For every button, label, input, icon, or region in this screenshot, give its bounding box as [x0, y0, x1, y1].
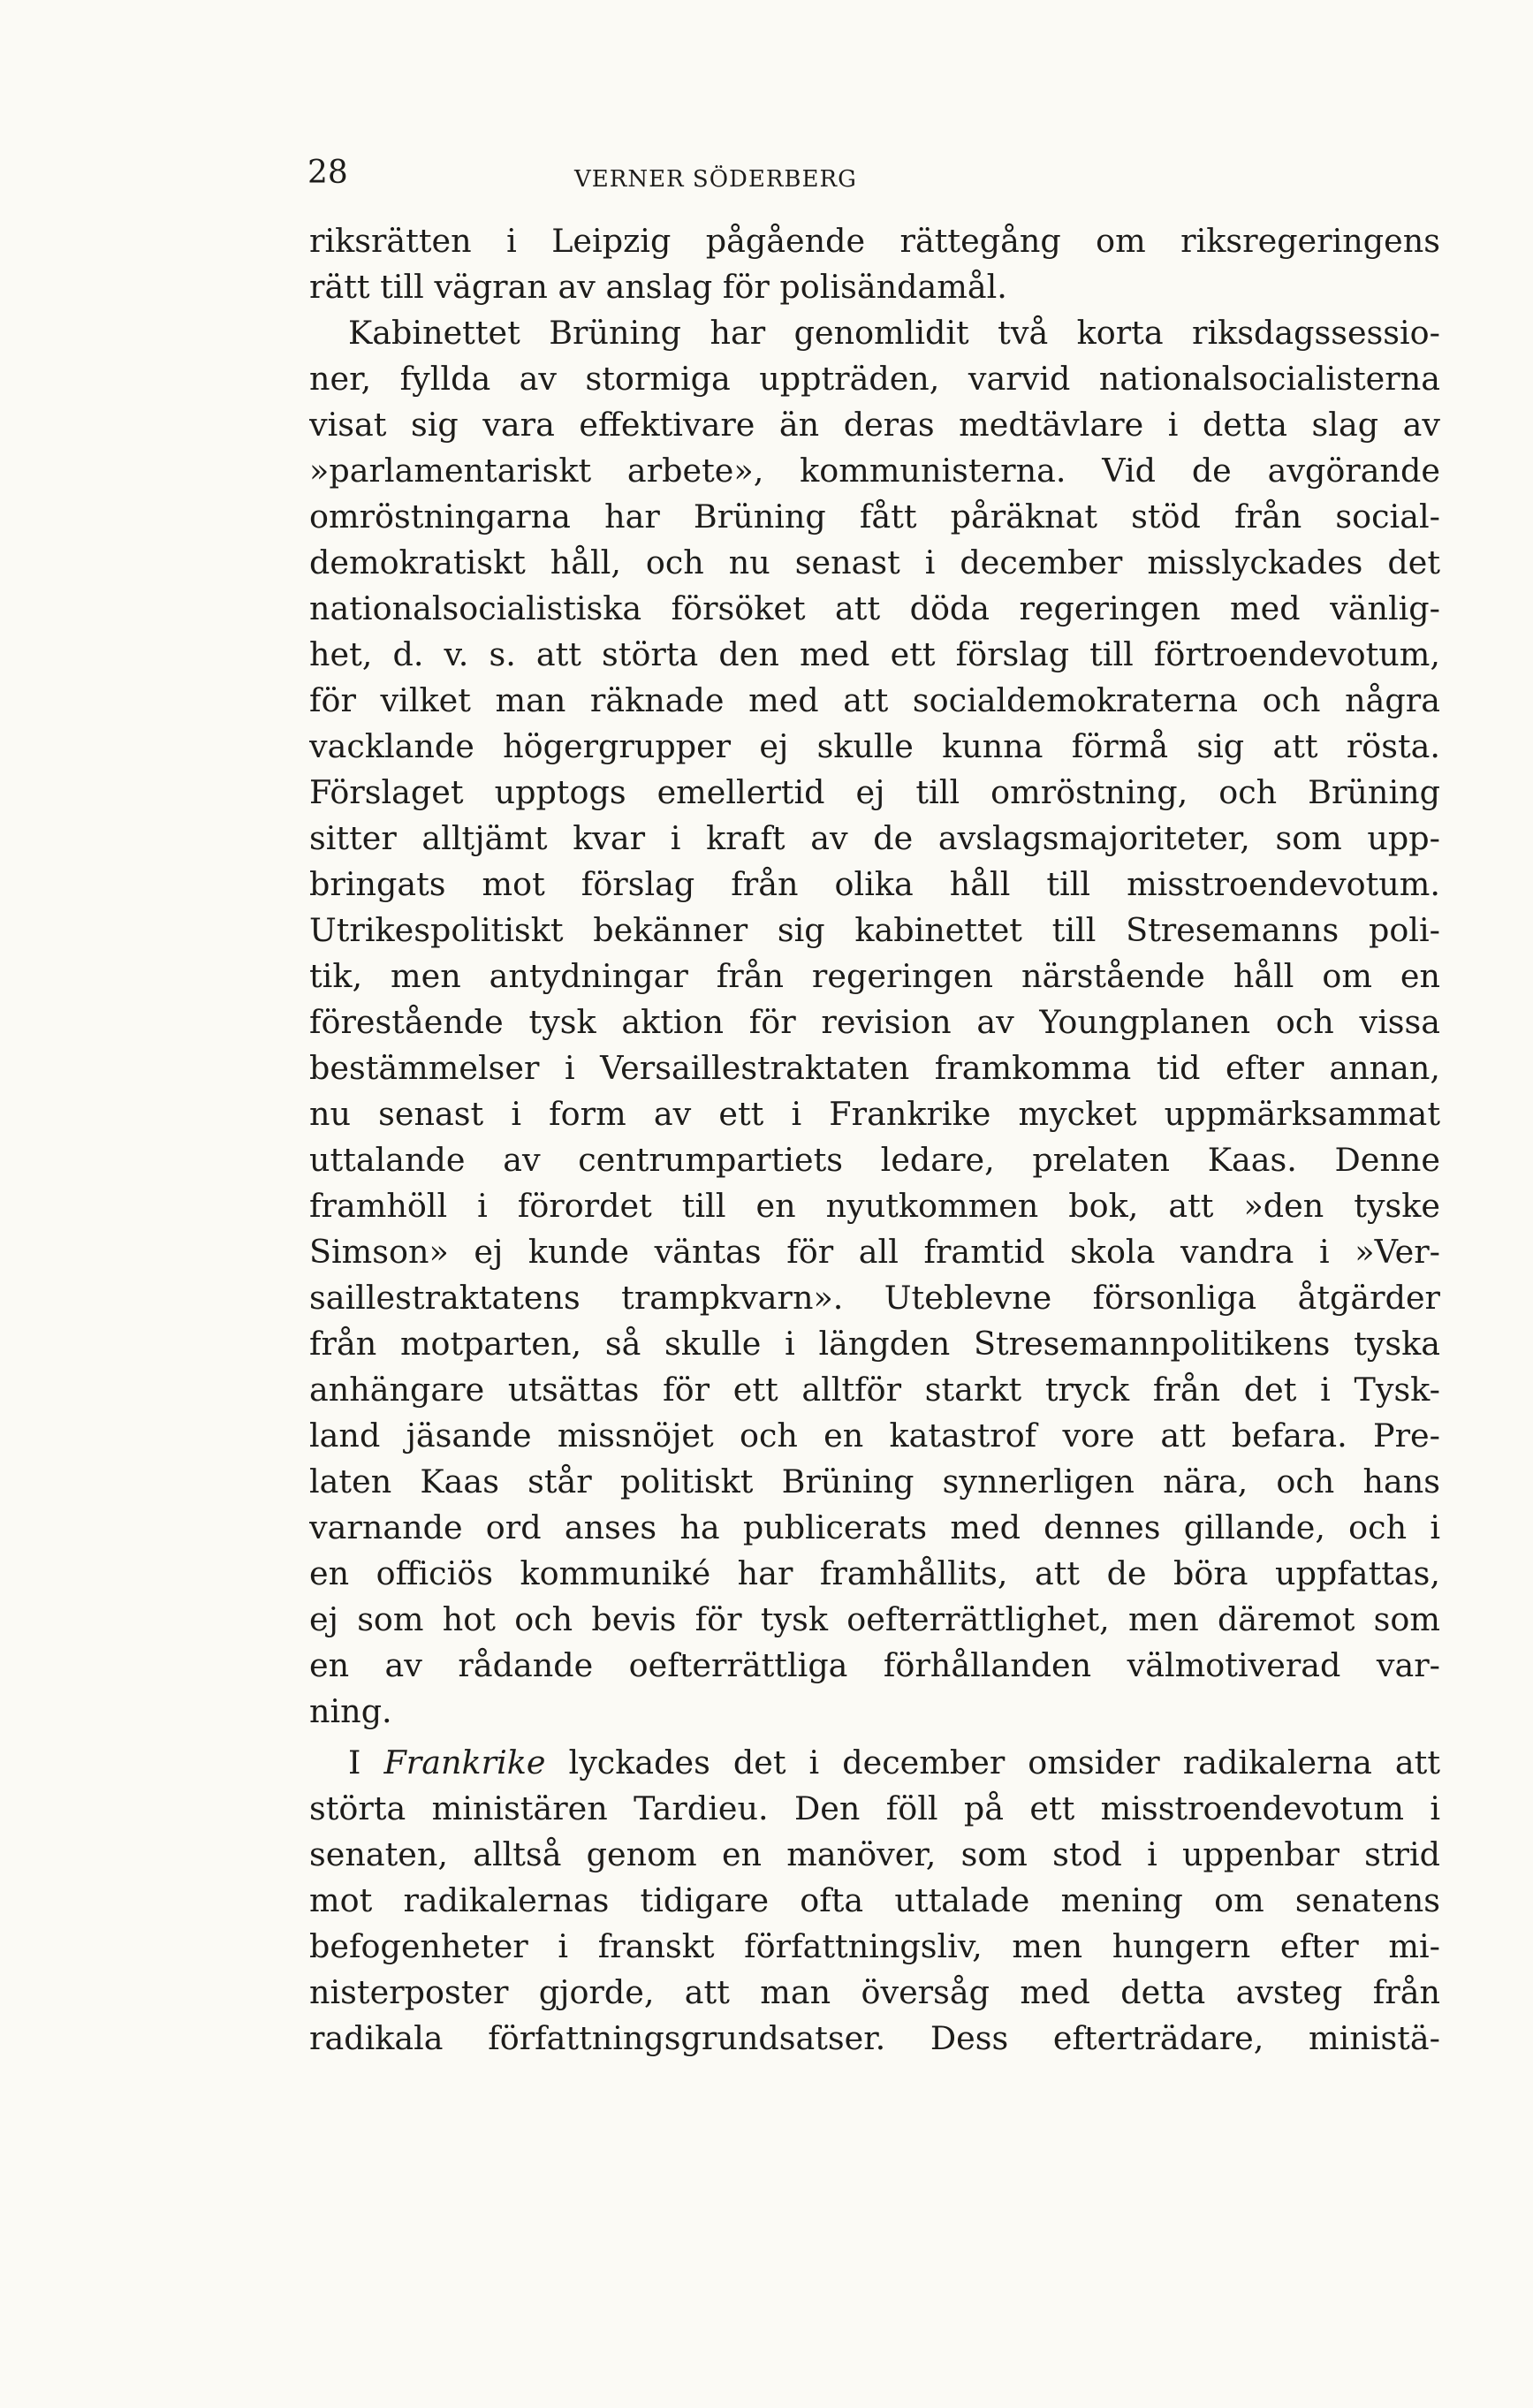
text-line: ner, fyllda av stormiga uppträden, varvid nationalsocialisterna	[309, 360, 1440, 398]
text-line: sitter alltjämt kvar i kraft av de avslagsmajoriteter, som upp-	[309, 819, 1440, 857]
running-head: VERNER SÖDERBERG	[574, 166, 857, 193]
text-line: störta ministären Tardieu. Den föll på ett misstroendevotum i	[309, 1789, 1440, 1827]
text-line: Utrikespolitiskt bekänner sig kabinettet till Stresemanns poli-	[309, 911, 1440, 949]
text-line: Kabinettet Brüning har genomlidit två korta riksdagssessio-	[348, 314, 1440, 352]
text-line: riksrätten i Leipzig pågående rättegång om riksregeringens	[309, 222, 1440, 260]
text-line: för vilket man räknade med att socialdemokraterna och några	[309, 681, 1440, 719]
text-line: anhängare utsättas för ett alltför starkt tryck från det i Tysk-	[309, 1371, 1440, 1409]
text-line: land jäsande missnöjet och en katastrof vore att befara. Pre-	[309, 1417, 1440, 1455]
text-line: framhöll i förordet till en nyutkommen bok, att »den tyske	[309, 1187, 1440, 1225]
text-line: bestämmelser i Versaillestraktaten framkomma tid efter annan,	[309, 1049, 1440, 1087]
paragraph-lead: I	[348, 1743, 361, 1781]
text-line: nationalsocialistiska försöket att döda regeringen med vänlig-	[309, 589, 1440, 627]
text-line: het, d. v. s. att störta den med ett förslag till förtroendevotum,	[309, 635, 1440, 673]
text-line: Förslaget upptogs emellertid ej till omröstning, och Brüning	[309, 773, 1440, 811]
text-line: befogenheter i franskt författningsliv, men hungern efter mi-	[309, 1927, 1440, 1965]
text-line: ej som hot och bevis för tysk oefterrättlighet, men däremot som	[309, 1600, 1440, 1638]
text-line: omröstningarna har Brüning fått påräknat stöd från social-	[309, 498, 1440, 536]
country-name: Frankrike	[383, 1743, 546, 1781]
text-line: radikala författningsgrundsatser. Dess efterträdare, ministä-	[309, 2019, 1440, 2057]
text-line: en officiös kommuniké har framhållits, att de böra uppfattas,	[309, 1554, 1440, 1592]
text-line: tik, men antydningar från regeringen närstående håll om en	[309, 957, 1440, 995]
text-line: vacklande högergrupper ej skulle kunna förmå sig att rösta.	[309, 727, 1440, 765]
page-number: 28	[307, 155, 348, 191]
text-line: uttalande av centrumpartiets ledare, prelaten Kaas. Denne	[309, 1141, 1440, 1179]
text-line-rest: lyckades det i december omsider radikalerna att	[568, 1743, 1440, 1781]
body-text	[309, 218, 1440, 2062]
text-line: förestående tysk aktion för revision av Youngplanen och vissa	[309, 1003, 1440, 1041]
text-line: »parlamentariskt arbete», kommunisterna. Vid de avgörande	[309, 452, 1440, 490]
text-line: en av rådande oefterrättliga förhållanden välmotiverad var-	[309, 1646, 1440, 1684]
text-line: saillestraktatens trampkvarn». Uteblevne försonliga åtgärder	[309, 1279, 1440, 1317]
text-line: från motparten, så skulle i längden Stresemannpolitikens tyska	[309, 1325, 1440, 1363]
text-line: Simson» ej kunde väntas för all framtid skola vandra i »Ver-	[309, 1233, 1440, 1271]
text-line: senaten, alltså genom en manöver, som stod i uppenbar strid	[309, 1835, 1440, 1873]
text-line: nisterposter gjorde, att man översåg med detta avsteg från	[309, 1973, 1440, 2011]
text-line	[309, 1740, 1440, 1786]
text-line: demokratiskt håll, och nu senast i december misslyckades det	[309, 543, 1440, 581]
text-line: laten Kaas står politiskt Brüning synnerligen nära, och hans	[309, 1462, 1440, 1500]
text-line: bringats mot förslag från olika håll till misstroendevotum.	[309, 865, 1440, 903]
text-line: ning.	[309, 1692, 392, 1730]
text-line: rätt till vägran av anslag för polisändamål.	[309, 268, 1007, 306]
text-line: varnande ord anses ha publicerats med dennes gillande, och i	[309, 1508, 1440, 1546]
text-line: mot radikalernas tidigare ofta uttalade mening om senatens	[309, 1881, 1440, 1919]
text-line: visat sig vara effektivare än deras medtävlare i detta slag av	[309, 406, 1440, 444]
text-line: nu senast i form av ett i Frankrike mycket uppmärksammat	[309, 1095, 1440, 1133]
